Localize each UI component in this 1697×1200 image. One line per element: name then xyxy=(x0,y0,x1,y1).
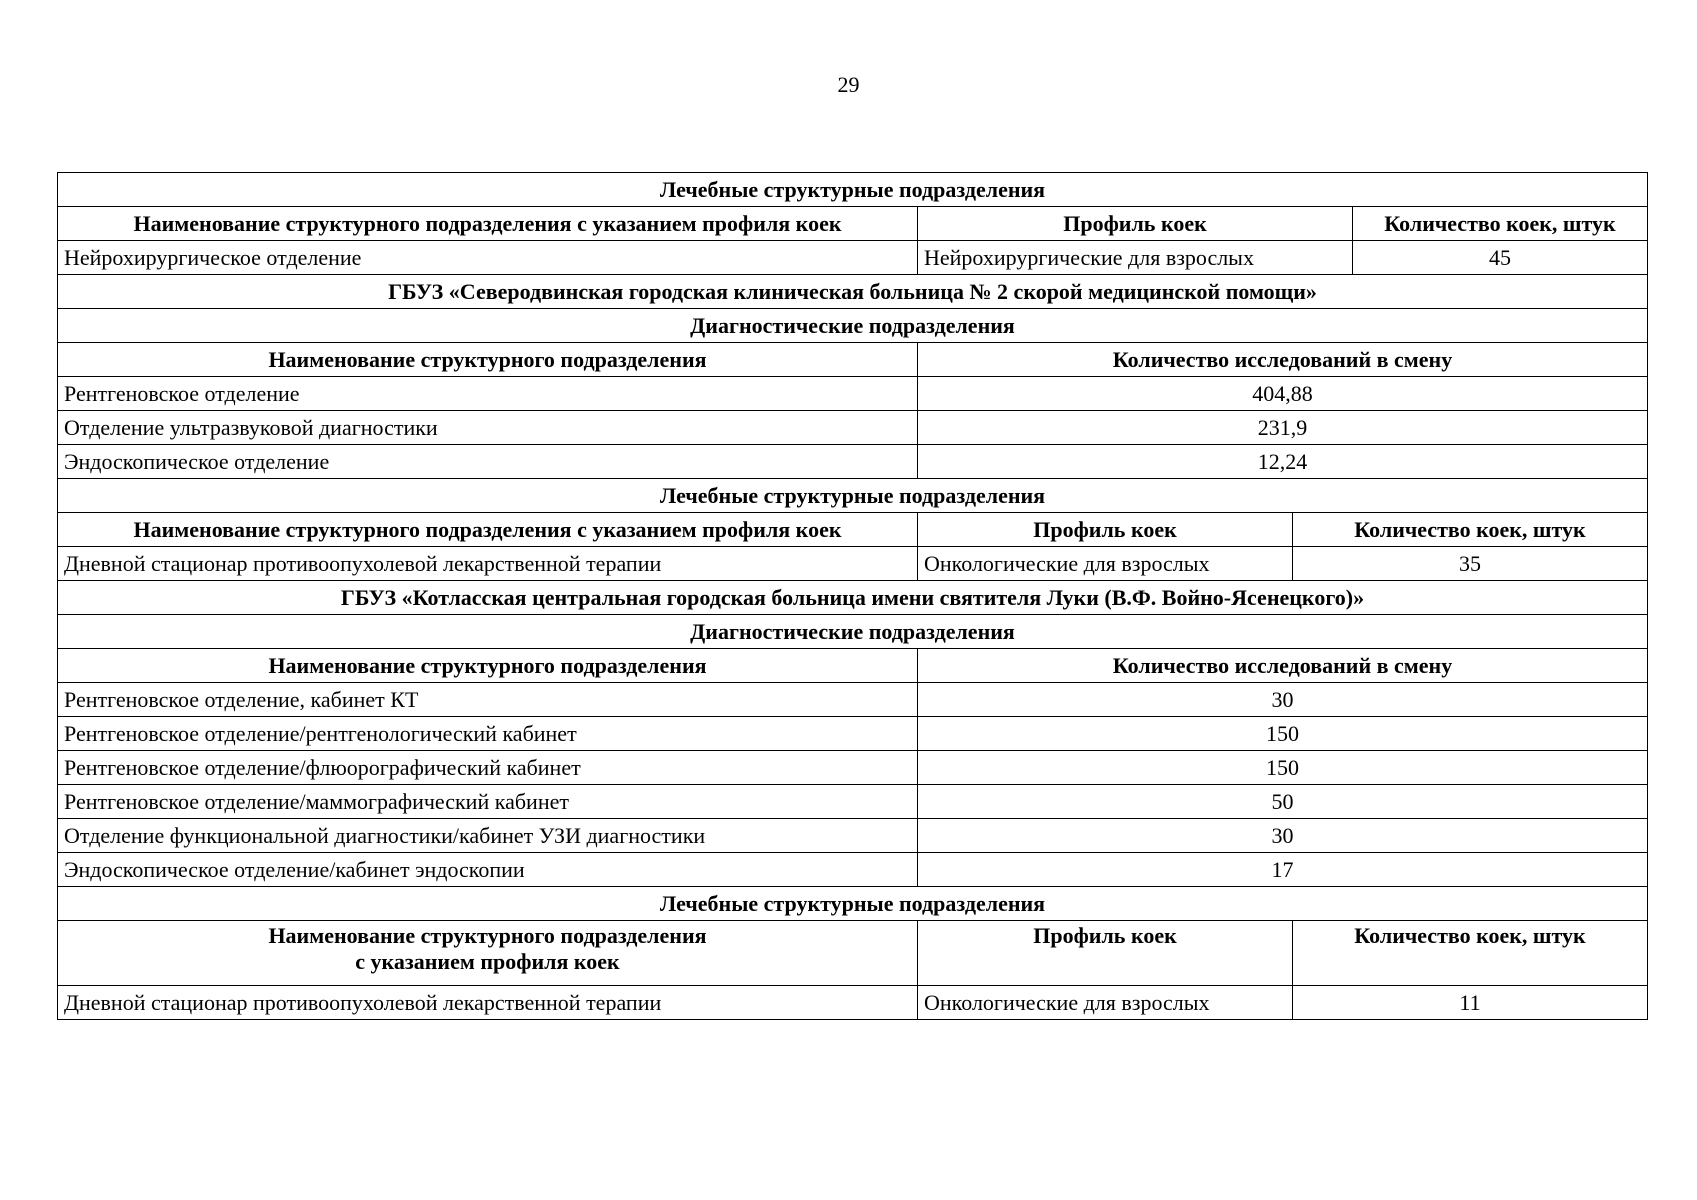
header-bed-count: Количество коек, штук xyxy=(1293,513,1648,547)
section-row xyxy=(58,309,1648,343)
table-row xyxy=(58,547,1648,581)
unit-name-cell: Дневной стационар противоопухолевой лекарственной терапии xyxy=(58,986,918,1020)
header-row xyxy=(58,343,1648,377)
table-row xyxy=(58,445,1648,479)
unit-name-cell: Отделение функциональной диагностики/кабинет УЗИ диагностики xyxy=(58,819,918,853)
header-unit-name-line1: Наименование структурного подразделения xyxy=(268,923,707,948)
studies-count-cell: 150 xyxy=(918,751,1648,785)
section-row xyxy=(58,479,1648,513)
section-title: Диагностические подразделения xyxy=(58,309,1648,343)
studies-count-cell: 404,88 xyxy=(918,377,1648,411)
section-row xyxy=(58,615,1648,649)
unit-name-cell: Нейрохирургическое отделение xyxy=(58,241,918,275)
table-row xyxy=(58,986,1648,1020)
bed-profile-cell: Онкологические для взрослых xyxy=(918,547,1293,581)
unit-name-cell: Эндоскопическое отделение xyxy=(58,445,918,479)
section-title: Лечебные структурные подразделения xyxy=(58,479,1648,513)
unit-name-cell: Дневной стационар противоопухолевой лекарственной терапии xyxy=(58,547,918,581)
header-studies-per-shift: Количество исследований в смену xyxy=(918,343,1648,377)
header-unit-name-line2: с указанием профиля коек xyxy=(355,949,620,974)
header-bed-profile: Профиль коек xyxy=(918,513,1293,547)
table-row xyxy=(58,717,1648,751)
header-row xyxy=(58,649,1648,683)
facilities-table xyxy=(57,172,1648,1020)
section-title: Лечебные структурные подразделения xyxy=(58,887,1648,921)
bed-profile-cell: Онкологические для взрослых xyxy=(918,986,1293,1020)
header-unit-name: Наименование структурного подразделения xyxy=(58,343,918,377)
organization-title: ГБУЗ «Северодвинская городская клиническая больница № 2 скорой медицинской помощи» xyxy=(58,275,1648,309)
header-unit-name: Наименование структурного подразделения с указанием профиля коек xyxy=(58,207,918,241)
header-row xyxy=(58,921,1648,986)
unit-name-cell: Рентгеновское отделение, кабинет КТ xyxy=(58,683,918,717)
table-row xyxy=(58,751,1648,785)
bed-count-cell: 11 xyxy=(1293,986,1648,1020)
header-unit-name: Наименование структурного подразделения с указанием профиля коек xyxy=(58,513,918,547)
studies-count-cell: 17 xyxy=(918,853,1648,887)
studies-count-cell: 231,9 xyxy=(918,411,1648,445)
header-unit-name: Наименование структурного подразделения xyxy=(58,649,918,683)
unit-name-cell: Рентгеновское отделение/рентгенологический кабинет xyxy=(58,717,918,751)
organization-row xyxy=(58,275,1648,309)
header-bed-count: Количество коек, штук xyxy=(1353,207,1648,241)
studies-count-cell: 50 xyxy=(918,785,1648,819)
studies-count-cell: 30 xyxy=(918,683,1648,717)
organization-title: ГБУЗ «Котласская центральная городская больница имени святителя Луки (В.Ф. Войно-Ясенецкого)» xyxy=(58,581,1648,615)
table-row xyxy=(58,377,1648,411)
unit-name-cell: Эндоскопическое отделение/кабинет эндоскопии xyxy=(58,853,918,887)
studies-count-cell: 150 xyxy=(918,717,1648,751)
table-row xyxy=(58,819,1648,853)
table-row xyxy=(58,241,1648,275)
header-bed-count: Количество коек, штук xyxy=(1293,921,1648,986)
page-number: 29 xyxy=(837,72,860,97)
header-bed-profile: Профиль коек xyxy=(918,207,1353,241)
bed-count-cell: 35 xyxy=(1293,547,1648,581)
studies-count-cell: 30 xyxy=(918,819,1648,853)
section-row xyxy=(58,173,1648,207)
unit-name-cell: Рентгеновское отделение/флюорографический кабинет xyxy=(58,751,918,785)
header-row xyxy=(58,207,1648,241)
section-row xyxy=(58,887,1648,921)
studies-count-cell: 12,24 xyxy=(918,445,1648,479)
unit-name-cell: Отделение ультразвуковой диагностики xyxy=(58,411,918,445)
header-studies-per-shift: Количество исследований в смену xyxy=(918,649,1648,683)
section-title: Лечебные структурные подразделения xyxy=(58,173,1648,207)
organization-row xyxy=(58,581,1648,615)
table-row xyxy=(58,853,1648,887)
header-row xyxy=(58,513,1648,547)
section-title: Диагностические подразделения xyxy=(58,615,1648,649)
bed-profile-cell: Нейрохирургические для взрослых xyxy=(918,241,1353,275)
table-row xyxy=(58,411,1648,445)
table-row xyxy=(58,785,1648,819)
table-row xyxy=(58,683,1648,717)
unit-name-cell: Рентгеновское отделение xyxy=(58,377,918,411)
header-unit-name xyxy=(58,921,918,986)
unit-name-cell: Рентгеновское отделение/маммографический кабинет xyxy=(58,785,918,819)
header-bed-profile: Профиль коек xyxy=(918,921,1293,986)
bed-count-cell: 45 xyxy=(1353,241,1648,275)
